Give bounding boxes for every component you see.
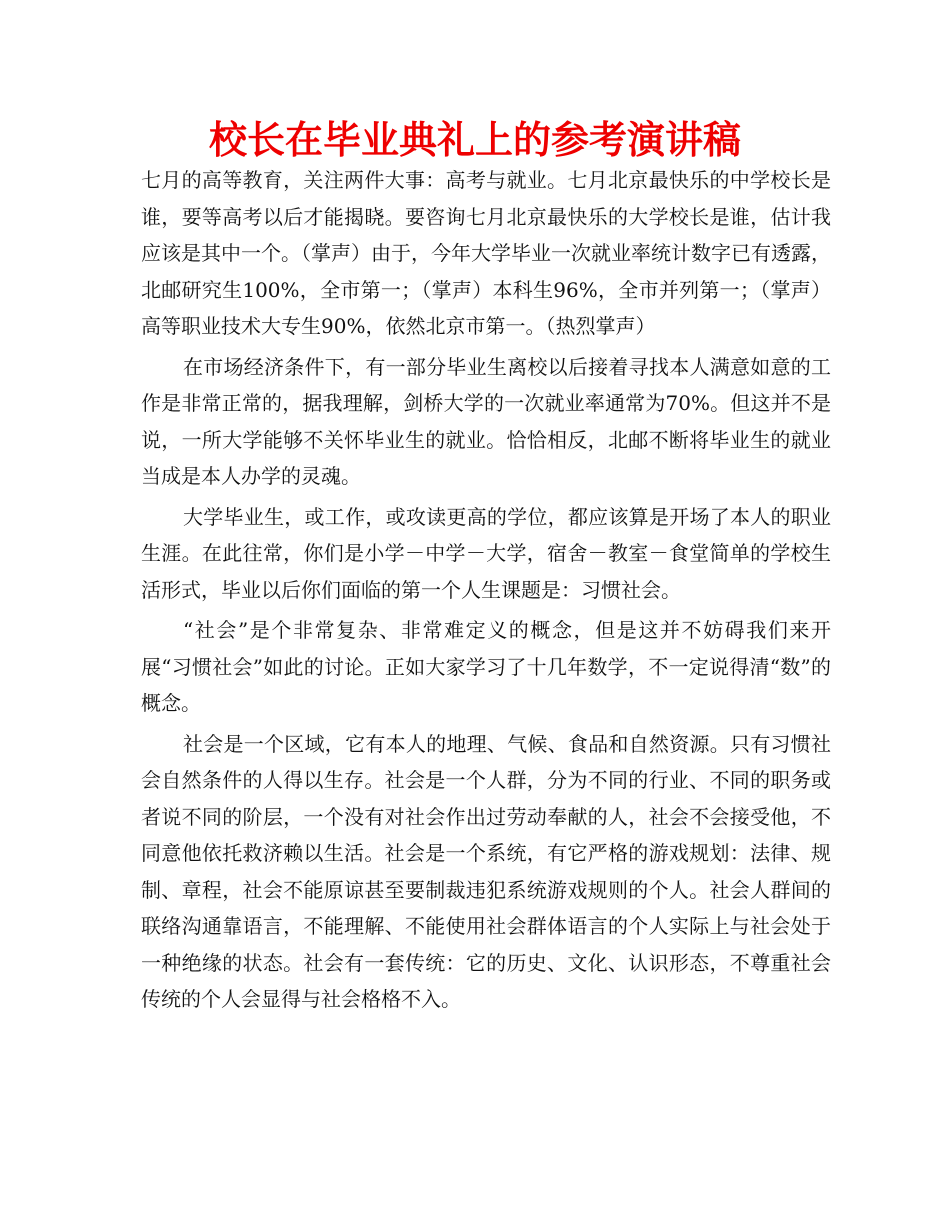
paragraph-2: 在市场经济条件下，有一部分毕业生离校以后接着寻找本人满意如意的工作是非常正常的，据我理解，剑桥大学的一次就业率通常为70%。但这并不是说，一所大学能够不关怀毕业生的就业。恰恰相反，北邮不断将毕业生的就业当成是本人办学的灵魂。 <box>141 354 831 488</box>
paragraph-1: 七月的高等教育，关注两件大事：高考与就业。七月北京最快乐的中学校长是谁，要等高考以后才能揭晓。要咨询七月北京最快乐的大学校长是谁，估计我应该是其中一个。（掌声）由于，今年大学毕业一次就业率统计数字已有透露，北邮研究生100%，全市第一；（掌声）本科生96%，全市并列第一；（掌声）高等职业技术大专生90%，依然北京市第一。（热烈掌声） <box>141 168 831 338</box>
document-title: 校长在毕业典礼上的参考演讲稿 <box>208 118 741 162</box>
paragraph-3: 大学毕业生，或工作，或攻读更高的学位，都应该算是开场了本人的职业生涯。在此往常，你们是小学－中学－大学，宿舍－教室－食堂简单的学校生活形式，毕业以后你们面临的第一个人生课题是：习惯社会。 <box>141 504 831 602</box>
paragraph-4: “社会”是个非常复杂、非常难定义的概念，但是这并不妨碍我们来开展“习惯社会”如此的讨论。正如大家学习了十几年数学，不一定说得清“数”的概念。 <box>141 618 831 715</box>
document-body <box>141 162 831 1018</box>
paragraph-5: 社会是一个区域，它有本人的地理、气候、食品和自然资源。只有习惯社会自然条件的人得以生存。社会是一个人群，分为不同的行业、不同的职务或者说不同的阶层，一个没有对社会作出过劳动奉献的人，社会不会接受他，不同意他依托救济赖以生活。社会是一个系统，有它严格的游戏规划：法律、规制、章程，社会不能原谅甚至要制裁违犯系统游戏规则的个人。社会人群间的联络沟通靠语言，不能理解、不能使用社会群体语言的个人实际上与社会处于一种绝缘的状态。社会有一套传统：它的历史、文化、认识形态，不尊重社会传统的个人会显得与社会格格不入。 <box>141 731 831 1011</box>
